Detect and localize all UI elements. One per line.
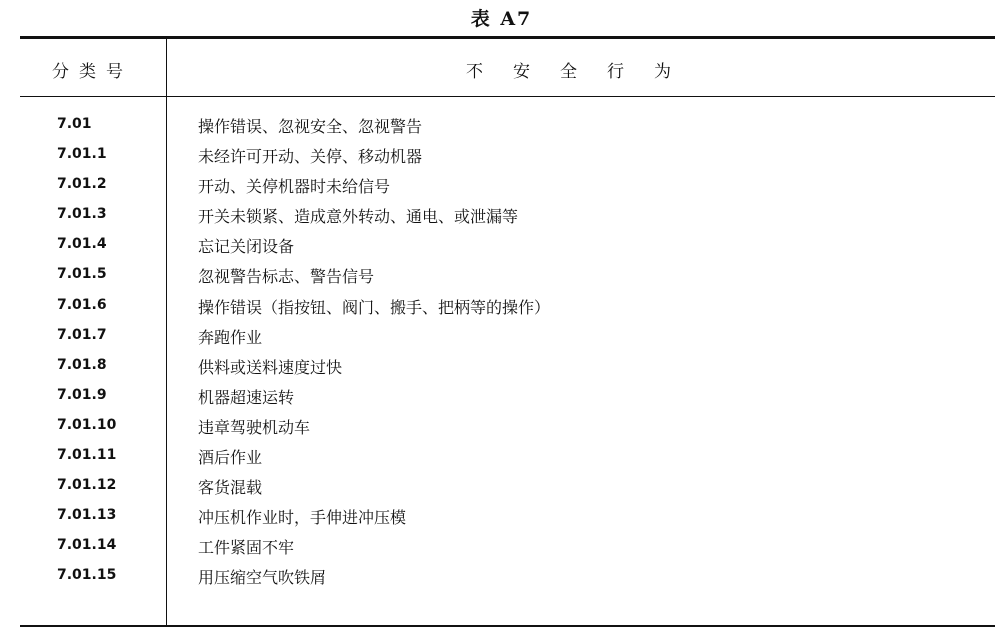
table-row — [0, 564, 1003, 594]
row-code: 7.01 — [57, 116, 92, 132]
table-row — [0, 534, 1003, 564]
row-code: 7.01.11 — [57, 447, 117, 464]
row-description: 机器超速运转 — [198, 387, 295, 407]
table-row — [0, 113, 1003, 143]
row-code: 7.01.15 — [57, 567, 117, 584]
row-description: 未经许可开动、关停、移动机器 — [198, 147, 423, 167]
table-row — [0, 173, 1003, 203]
table-row — [0, 263, 1003, 293]
table-row — [0, 414, 1003, 444]
row-description: 操作错误（指按钮、阀门、搬手、把柄等的操作） — [198, 297, 551, 317]
table-row — [0, 143, 1003, 173]
row-description: 开关未锁紧、造成意外转动、通电、或泄漏等 — [198, 207, 519, 227]
row-description: 违章驾驶机动车 — [198, 417, 311, 437]
row-code: 7.01.12 — [57, 477, 117, 494]
row-description: 冲压机作业时，手伸进冲压模 — [198, 508, 407, 528]
table-row — [0, 504, 1003, 534]
row-code: 7.01.5 — [57, 266, 107, 283]
row-code: 7.01.8 — [57, 356, 107, 373]
row-description: 工件紧固不牢 — [198, 538, 295, 558]
table-row — [0, 203, 1003, 233]
row-code: 7.01.1 — [57, 146, 107, 163]
table-bottom-rule — [20, 625, 995, 627]
table-row — [0, 384, 1003, 414]
row-code: 7.01.7 — [57, 326, 107, 343]
row-description: 供料或送料速度过快 — [198, 357, 343, 377]
row-description: 奔跑作业 — [198, 327, 263, 347]
table-row — [0, 354, 1003, 384]
row-code: 7.01.9 — [57, 386, 107, 403]
table-row — [0, 474, 1003, 504]
row-code: 7.01.14 — [57, 537, 117, 554]
row-description: 用压缩空气吹铁屑 — [198, 568, 327, 588]
row-code: 7.01.13 — [57, 507, 117, 524]
row-description: 忘记关闭设备 — [198, 237, 295, 257]
table-row — [0, 294, 1003, 324]
header-unsafe-behavior: 不安全行为 — [466, 62, 701, 82]
table-row — [0, 233, 1003, 263]
row-description: 开动、关停机器时未给信号 — [198, 177, 391, 197]
table-row — [0, 444, 1003, 474]
row-code: 7.01.6 — [57, 296, 107, 313]
table-row — [0, 324, 1003, 354]
row-code: 7.01.3 — [57, 206, 107, 223]
header-classification-number: 分类号 — [52, 62, 133, 82]
table-body — [0, 113, 1003, 595]
row-code: 7.01.10 — [57, 416, 117, 433]
table-title: 表 A7 — [470, 8, 533, 30]
row-description: 酒后作业 — [198, 448, 263, 468]
row-description: 忽视警告标志、警告信号 — [198, 267, 375, 287]
row-code: 7.01.4 — [57, 236, 107, 253]
row-description: 操作错误、忽视安全、忽视警告 — [198, 117, 423, 136]
row-code: 7.01.2 — [57, 176, 107, 193]
row-description: 客货混载 — [198, 478, 263, 498]
